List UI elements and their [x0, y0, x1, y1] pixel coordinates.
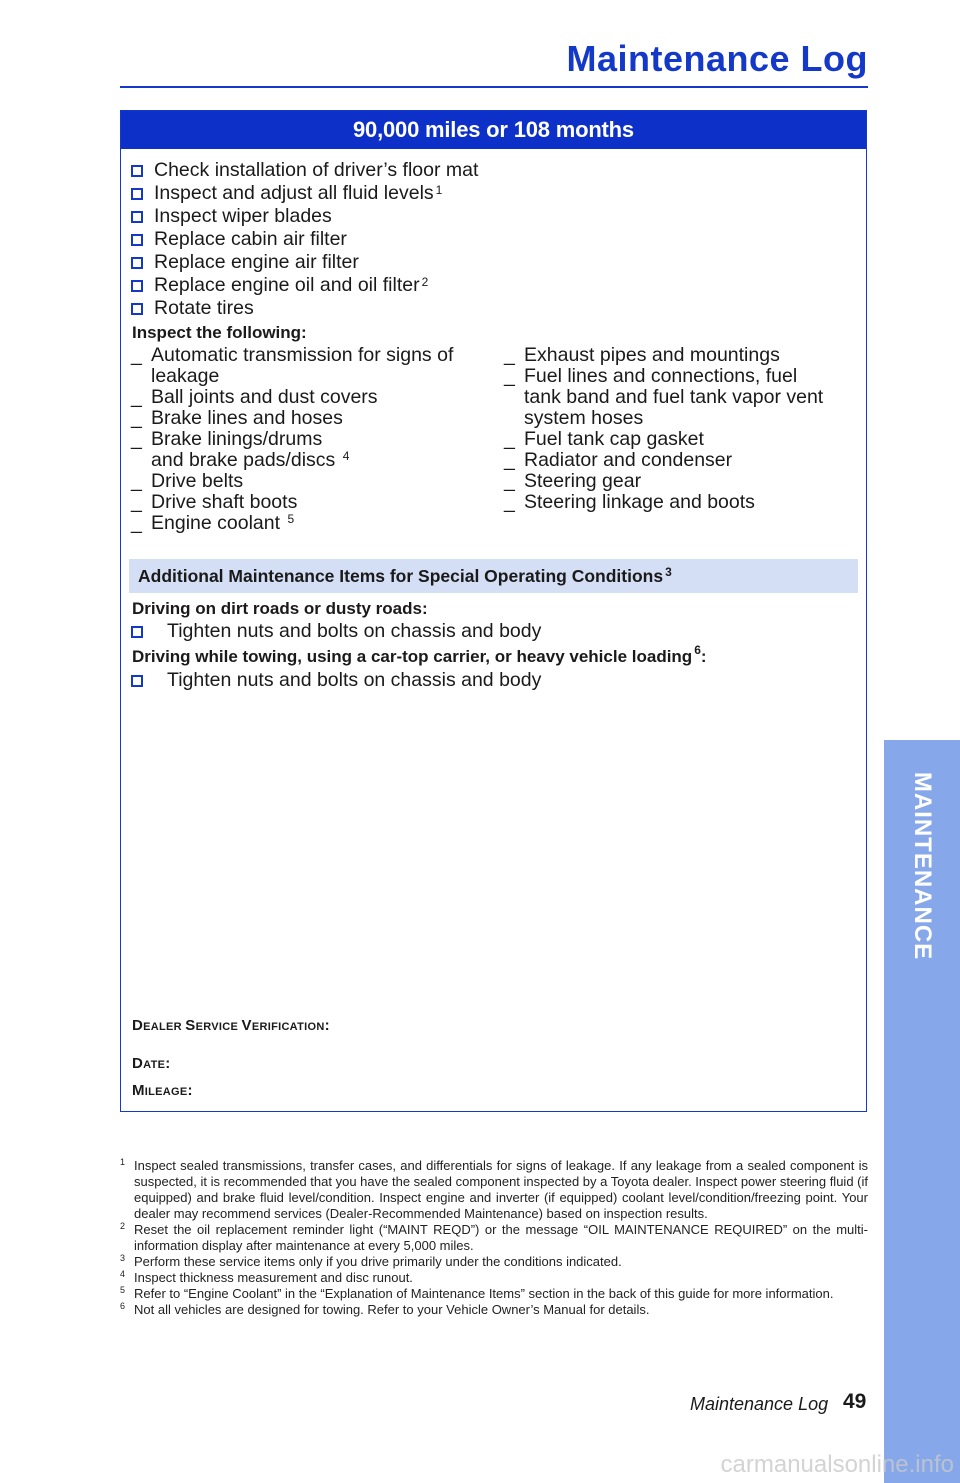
checklist-item: Inspect and adjust all fluid levels $^1$ [131, 182, 478, 205]
checklist-item: Replace cabin air filter [131, 228, 478, 251]
dirt-roads-item: Tighten nuts and bolts on chassis and body [131, 620, 541, 643]
list-item: _ Automatic transmission for signs of leakage [131, 344, 454, 387]
checklist-item: Replace engine oil and oil filter $^2$ [131, 274, 478, 297]
checkbox-icon[interactable] [131, 675, 143, 687]
checkbox-icon[interactable] [131, 234, 143, 246]
section-side-tab[interactable] [884, 740, 960, 1483]
list-item: _ Ball joints and dust covers [131, 386, 378, 408]
inspect-heading: Inspect the following: [132, 323, 307, 342]
maintenance-log-box [120, 110, 867, 1112]
list-item: _ Exhaust pipes and mountings [504, 344, 780, 366]
checkbox-icon[interactable] [131, 303, 143, 315]
footnote: 6 Not all vehicles are designed for towing. Refer to your Vehicle Owner’s Manual for details. [120, 1301, 650, 1317]
date-label: DATE: [132, 1055, 171, 1072]
checkbox-icon[interactable] [131, 280, 143, 292]
footnote: 5 Refer to “Engine Coolant” in the “Explanation of Maintenance Items” section in the back of this guide for more information. [120, 1285, 834, 1301]
footnote: 3 Perform these service items only if you drive primarily under the conditions indicated. [120, 1253, 622, 1269]
footer-section-label: Maintenance Log [690, 1394, 829, 1414]
title-divider [120, 86, 868, 88]
page-number: 49 [843, 1390, 867, 1413]
checkbox-icon[interactable] [131, 211, 143, 223]
list-item: _ Radiator and condenser [504, 449, 733, 471]
checkbox-icon[interactable] [131, 188, 143, 200]
checkbox-icon[interactable] [131, 165, 143, 177]
list-item: _ Brake linings/drums and brake pads/discs $^4$ [131, 428, 350, 471]
list-item: _ Drive belts [131, 470, 244, 492]
mileage-label: MILEAGE: [132, 1082, 193, 1099]
footnote: 2 Reset the oil replacement reminder light (“MAINT REQD”) or the message “OIL MAINTENANCE REQUIRED” on the multi-information display after maintenance at every 5,000 miles. [120, 1221, 868, 1253]
checkbox-icon[interactable] [131, 626, 143, 638]
checkbox-icon[interactable] [131, 257, 143, 269]
interval-header: 90,000 miles or 108 months [121, 111, 866, 149]
list-item: _ Fuel tank cap gasket [504, 428, 704, 450]
checklist-item: Check installation of driver’s floor mat [131, 159, 478, 182]
checklist-item: Replace engine air filter [131, 251, 478, 274]
list-item: _ Drive shaft boots [131, 491, 298, 513]
service-checklist [131, 159, 478, 320]
page-title: Maintenance Log [566, 38, 868, 79]
towing-item: Tighten nuts and bolts on chassis and body [131, 669, 541, 692]
footnote: 1 Inspect sealed transmissions, transfer cases, and differentials for signs of leakage. If any leakage from a sealed component is suspected, it is recommended that you have the sealed component inspected by a Toyota dealer. Inspect power steering fluid (if equipped) and brake fluid level/condition. Inspect engine and inverter (if equipped) coolant level/condition/freezing point. Your dealer may recommend services (Dealer-Recommended Maintenance) based on inspection results. [120, 1157, 868, 1221]
list-item: _ Engine coolant $^5$ [131, 512, 295, 534]
special-conditions-banner: Additional Maintenance Items for Special Operating Conditions $^3$ [129, 559, 858, 593]
footnote: 4 Inspect thickness measurement and disc runout. [120, 1269, 413, 1285]
dealer-service-verification-label: DEALER SERVICE VERIFICATION: [132, 1017, 330, 1034]
inspect-list-left [131, 345, 481, 534]
checklist-item: Inspect wiper blades [131, 205, 478, 228]
watermark: carmanualsonline.info [720, 1451, 954, 1478]
list-item: _ Steering linkage and boots [504, 491, 755, 513]
list-item: _ Fuel lines and connections, fuel tank band and fuel tank vapor vent system hoses [504, 365, 824, 429]
footnotes [120, 1158, 868, 1318]
side-tab-label: MAINTENANCE [909, 771, 936, 961]
list-item: _ Steering gear [504, 470, 642, 492]
list-item: _ Brake lines and hoses [131, 407, 343, 429]
inspect-list-right [504, 345, 854, 513]
checklist-item: Rotate tires [131, 297, 478, 320]
towing-heading: Driving while towing, using a car-top carrier, or heavy vehicle loading $^6$: [132, 643, 707, 666]
dirt-roads-heading: Driving on dirt roads or dusty roads: [132, 599, 428, 618]
